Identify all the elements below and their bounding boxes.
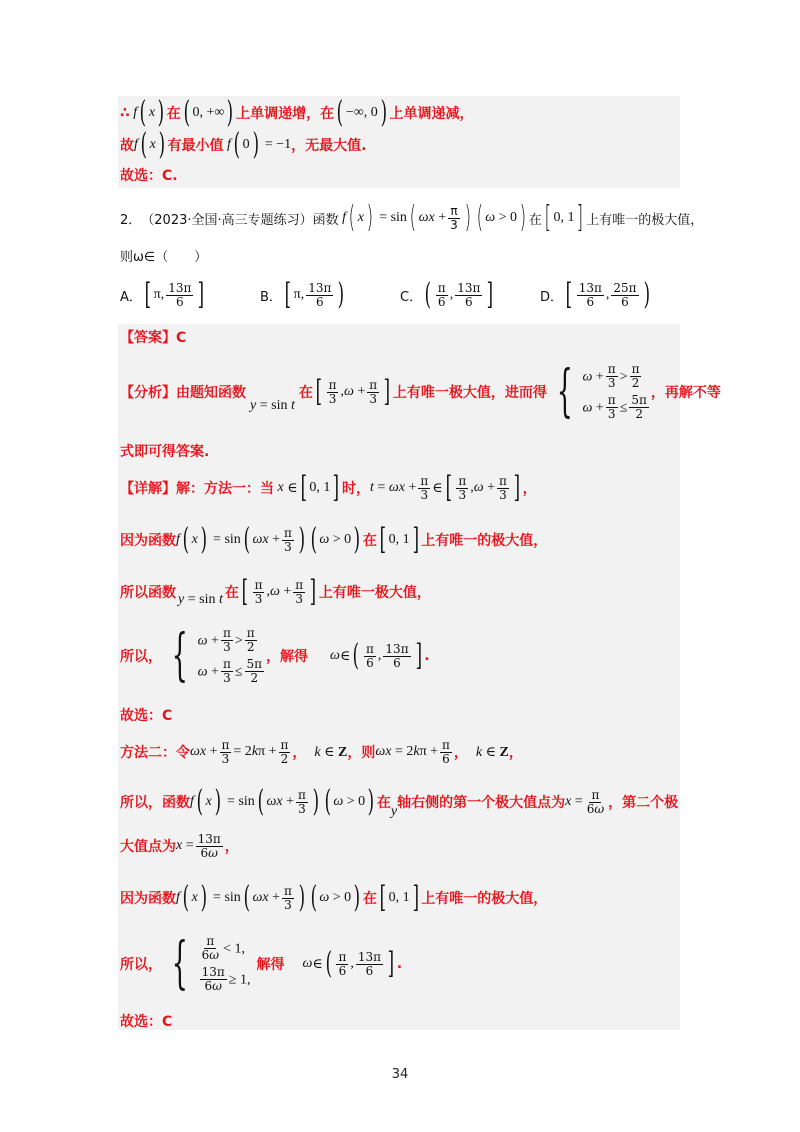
option-b[interactable]: B． [ π, $\frac{13\pi}{6}$ ) bbox=[260, 277, 345, 312]
option-d[interactable]: D． [ $\frac{13\pi}{6}$ , $\frac{25\pi}{6}$ ) bbox=[540, 277, 650, 312]
method2-line-2: 所以，函数 f ( x ) = sin ( ωx + $\frac{\pi}{3}$ ) ( ω > 0 ) 在 y 轴右侧的第一个极大值点为 x = $\frac{\pi}{6\omega}$ ，第二个极 bbox=[120, 784, 679, 819]
question-line-2: 则ω∈（ ） bbox=[120, 249, 208, 265]
system-line-1: 所以， { ω + $\frac{\pi}{3}$ > $\frac{\pi}{2}$ ω + $\frac{\pi}{3}$ ≤ $\frac{5\pi}{2}$ ，解得 ω ∈ ( $\frac{\pi}{6}$ , $\frac{13\pi}{6}$ ] . bbox=[120, 623, 430, 688]
analysis-line-2: 式即可得答案. bbox=[120, 444, 210, 460]
detail-line: 【详解】解：方法一：当 x ∈ [ 0, 1 ] 时， t = ωx + $\frac{\pi}{3}$ ∈ [ $\frac{\pi}{3}$ , ω + $\frac{\pi}{3}$ ] ， bbox=[120, 470, 537, 505]
choice-2: 故选：C bbox=[120, 1014, 173, 1030]
prev-line-1: ∴ f ( x ) 在 ( 0, +∞ ) 上单调递增，在 ( −∞, 0 ) 上单调递减， bbox=[120, 95, 474, 130]
prev-choice: 故选：C. bbox=[120, 168, 178, 184]
method2-line-3: 大值点为 x = $\frac{13\pi}{6\omega}$ ， bbox=[120, 831, 239, 860]
choice-1: 故选：C bbox=[120, 708, 173, 724]
page-number: 34 bbox=[391, 1067, 409, 1082]
therefore-symbol: ∴ bbox=[120, 105, 130, 121]
analysis-line: 【分析】由题知函数 y = sin t 在 [ $\frac{\pi}{3}$ , ω + $\frac{\pi}{3}$ ] 上有唯一极大值，进而得 { ω + $\frac{\pi}{3}$ > $\frac{\pi}{2}$ ω + $\frac{\pi}{3}$ ≤ $\frac{5\pi}{2}$ ，再解不等 bbox=[120, 359, 721, 424]
answer-label: 【答案】C bbox=[120, 330, 187, 346]
so-line: 所以函数 y = sin t 在 [ $\frac{\pi}{3}$ , ω + $\frac{\pi}{3}$ ] 上有唯一极大值， bbox=[120, 574, 431, 609]
system-line-2: 所以， { $\frac{\pi}{6\omega}$ < 1, $\frac{13\pi}{6\omega}$ ≥ 1, 解得 ω ∈ ( $\frac{\pi}{6}$ , $\frac{13\pi}{6}$ ] . bbox=[120, 931, 403, 996]
option-c[interactable]: C． ( $\frac{\pi}{6}$ , $\frac{13\pi}{6}$ ] bbox=[400, 277, 494, 312]
because2-line: 因为函数 f ( x ) = sin ( ωx + $\frac{\pi}{3}$ ) ( ω > 0 ) 在 [ 0, 1 ] 上有唯一的极大值， bbox=[120, 880, 548, 915]
method2-line-1: 方法二：令 ωx + $\frac{\pi}{3}$ = 2kπ + $\frac{\pi}{2}$ ， k ∈ Z ，则 ωx = 2kπ + $\frac{\pi}{6}$ ， k ∈ Z ， bbox=[120, 737, 523, 766]
question-line-1: 2． （2023·全国·高三专题练习）函数 f ( x ) = sin ( ωx + $\frac{\pi}{3}$ ) ( ω > 0 ) 在 [ 0, 1 ] 上有唯一的极大值， bbox=[120, 200, 704, 235]
because-line: 因为函数 f ( x ) = sin ( ωx + $\frac{\pi}{3}$ ) ( ω > 0 ) 在 [ 0, 1 ] 上有唯一的极大值， bbox=[120, 522, 548, 557]
prev-line-2: 故 f ( x ) 有最小值 f ( 0 ) = −1 ，无最大值. bbox=[120, 127, 367, 162]
option-a[interactable]: A． [ π, $\frac{13\pi}{6}$ ] bbox=[120, 277, 205, 312]
